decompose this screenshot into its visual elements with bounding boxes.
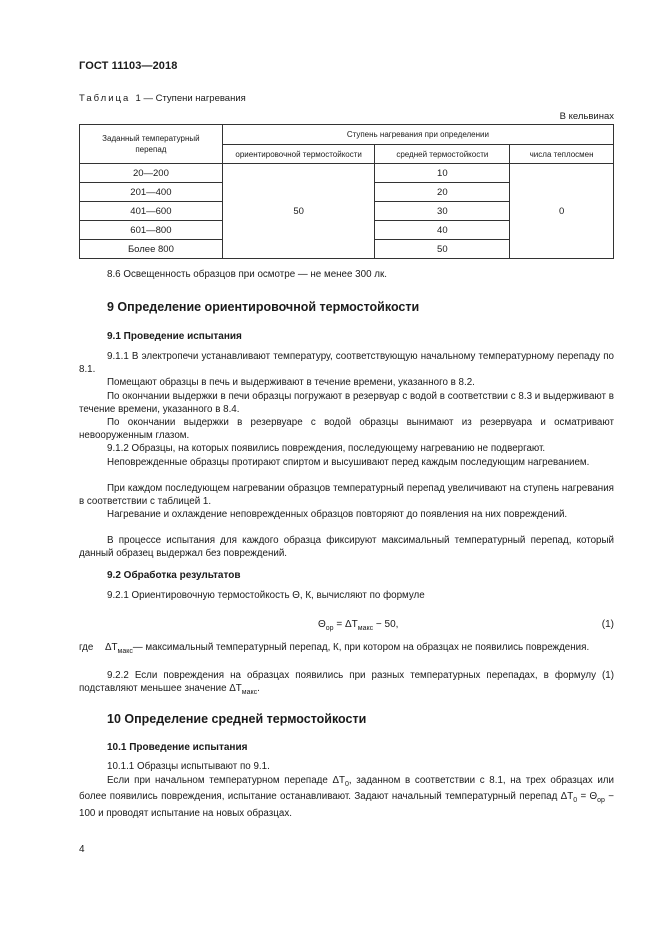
paragraph-8-6: 8.6 Освещенность образцов при осмотре — не менее 300 лк. [107,269,387,280]
sub-header-approx: ориентировочной термостойкости [222,145,375,164]
p10-text-d: − 100 и проводят испытание на новых образцах. [79,791,614,819]
p10-text-a: Если при начальном температурном перепаде ΔT [107,775,345,786]
table-cell-average-step: 40 [375,221,510,240]
paragraph-10-1-1-b [79,775,614,820]
section-10-title: 10 Определение средней термостойкости [107,712,367,726]
table-cell-approx-step: 50 [222,164,375,259]
paragraph-9-1-2-c: При каждом последующем нагревании образцов температурный перепад увеличивают на ступень нагревания в соответствии с таблицей 1. [79,483,614,507]
paragraph-10-1-1: 10.1.1 Образцы испытывают по 9.1. [107,761,270,772]
p10-text-c: = Θ [577,791,598,803]
table-cell-average-step: 10 [375,164,510,183]
table-caption [79,93,246,104]
sub-header-cycles: числа теплосмен [510,145,614,164]
page-number: 4 [79,844,85,855]
table-unit: В кельвинах [559,111,614,122]
paragraph-9-1-2-b: Неповрежденные образцы протирают спиртом и высушивают перед каждым последующим нагреванием. [107,457,590,468]
formula-theta-sub: ор [325,625,334,632]
paragraph-9-1-2-e: В процессе испытания для каждого образца фиксируют максимальный температурный перепад, который данный образец выдержал без повреждений. [79,535,614,559]
heating-steps-table [79,124,614,259]
table-cell-average-step: 50 [375,240,510,259]
table-caption-number: 1 [135,93,141,104]
formula-rhs: − 50, [373,619,399,630]
table-cell-range: 201—400 [80,183,223,202]
formula-theta: Θ [318,619,326,630]
paragraph-9-1-1-c: По окончании выдержки в печи образцы погружают в резервуар с водой в соответствии с 8.3 и выдерживают в течение времени, указанного в 8.4. [79,391,614,415]
group-header-heating-step: Ступень нагревания при определении [222,125,613,145]
paragraph-9-1-1: 9.1.1 В электропечи устанавливают температуру, соответствующую начальному температурному перепаду по 8.1. [79,351,614,375]
section-9-title: 9 Определение ориентировочной термостойкости [107,300,420,314]
sub-header-average: средней термостойкости [375,145,510,164]
table-cell-average-step: 30 [375,202,510,221]
where-symbol: ΔT [105,642,118,653]
p10-text-b: , заданном в соответствии с 8.1, на трех образцах или более появились повреждения, испытание останавливают. Задают начальный температурный перепад ΔT [79,775,614,803]
subsection-10-1-title: 10.1 Проведение испытания [107,742,248,753]
table-caption-text: — Ступени нагревания [143,93,246,104]
formula-delta-t: = ΔT [333,619,358,630]
table-caption-prefix: Таблица [79,93,131,104]
table-cell-range: 601—800 [80,221,223,240]
table-cell-range: 20—200 [80,164,223,183]
p10-sub-1: 0 [345,780,349,788]
table-cell-range: Более 800 [80,240,223,259]
p10-sub-3: ор [597,797,605,805]
paragraph-9-1-2-d: Нагревание и охлаждение неповрежденных образцов повторяют до появления на них повреждений. [107,509,568,520]
paragraph-9-1-1-b: Помещают образцы в печь и выдерживают в течение времени, указанного в 8.2. [107,377,475,388]
col-header-temperature-drop: Заданный температурный перепад [80,125,223,164]
paragraph-9-1-2: 9.1.2 Образцы, на которых появились повреждения, последующему нагреванию не подвергают. [107,443,546,454]
where-definition [105,642,614,658]
table-cell-range: 401—600 [80,202,223,221]
paragraph-9-1-1-d: По окончании выдержки в резервуаре с водой образцы вынимают из резервуара и осматривают невооруженным глазом. [79,417,614,441]
table-cell-cycles-step: 0 [510,164,614,259]
subsection-9-1-title: 9.1 Проведение испытания [107,331,242,342]
formula-1 [318,619,398,632]
paragraph-9-2-1: 9.2.1 Ориентировочную термостойкость Θ, К, вычисляют по формуле [107,590,425,601]
paragraph-9-2-2-text: 9.2.2 Если повреждения на образцах появились при разных температурных перепадах, в формулу (1) подставляют меньшее значение ΔT [79,670,614,694]
table-cell-average-step: 20 [375,183,510,202]
where-text: — максимальный температурный перепад, К, при котором на образцах не появились повреждения. [132,642,590,653]
paragraph-9-2-2-sub: макс [241,688,258,696]
document-header: ГОСТ 11103—2018 [79,60,178,72]
p10-sub-2: 0 [573,797,578,805]
formula-number: (1) [601,619,614,630]
formula-delta-t-sub: макс [357,625,374,632]
where-symbol-sub: макс [117,647,133,655]
paragraph-9-2-2-end: . [257,682,260,694]
paragraph-9-2-2 [79,670,614,699]
where-label: где [79,642,94,653]
subsection-9-2-title: 9.2 Обработка результатов [107,570,241,581]
